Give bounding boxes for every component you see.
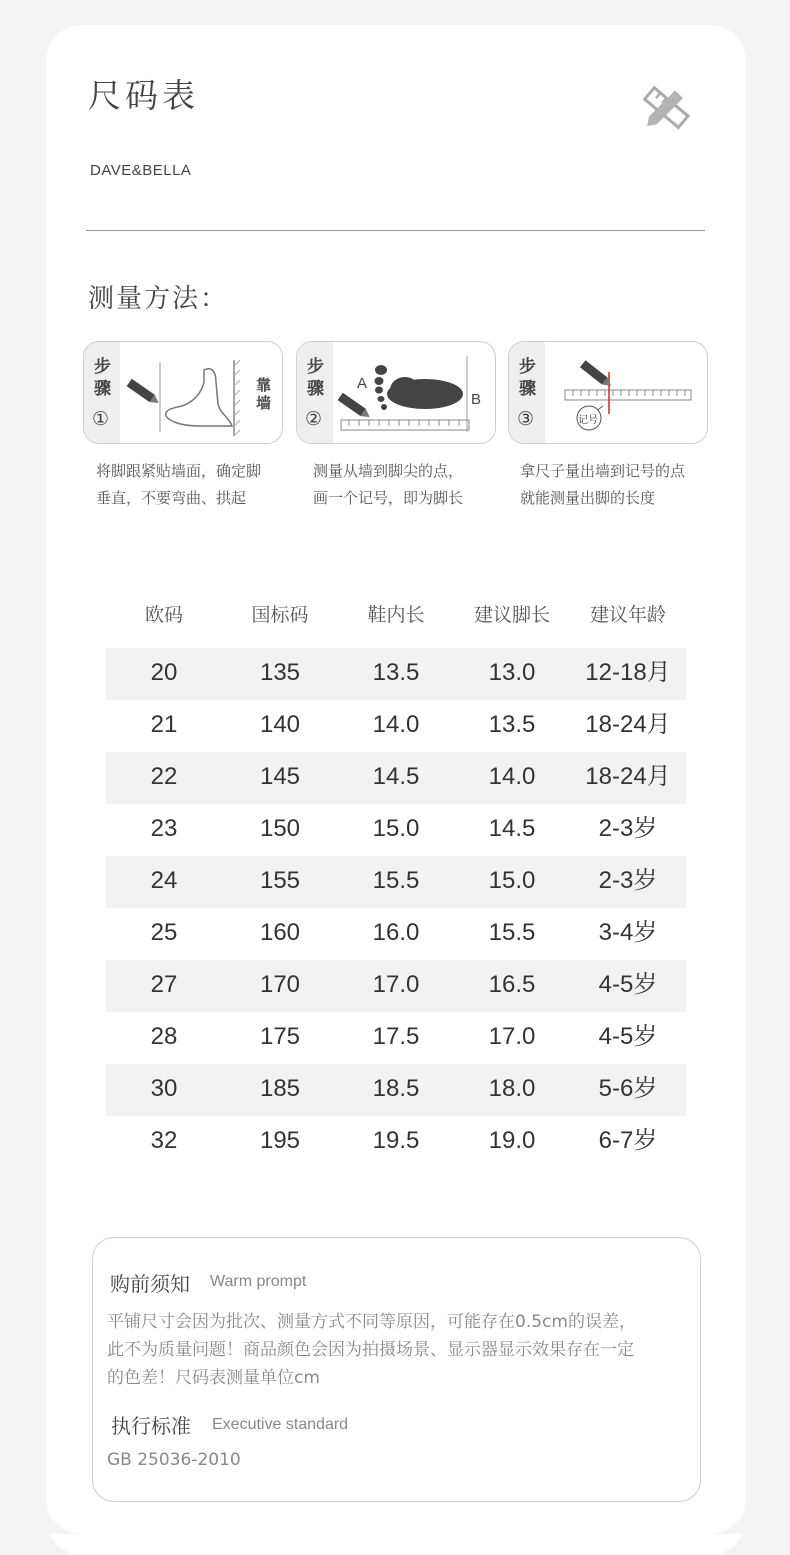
table-cell: 24 bbox=[150, 867, 178, 894]
table-cell: 14.5 bbox=[372, 763, 420, 790]
table-cell: 135 bbox=[259, 659, 301, 686]
table-row bbox=[106, 752, 686, 804]
table-cell: 14.5 bbox=[488, 815, 536, 842]
step-2-desc-line: 画一个记号，即为脚长 bbox=[313, 489, 464, 507]
standard-title: 执行标准 bbox=[111, 1414, 191, 1438]
table-cell: 13.0 bbox=[488, 659, 536, 686]
step-1-side bbox=[84, 342, 120, 443]
table-cell: 195 bbox=[259, 1127, 301, 1154]
table-row bbox=[106, 1116, 686, 1168]
table-cell: 19.5 bbox=[372, 1127, 420, 1154]
notice-box bbox=[92, 1237, 701, 1502]
notice-line: 此不为质量问题！商品颜色会因为拍摄场景、显示器显示效果存在一定 bbox=[107, 1340, 634, 1360]
table-row bbox=[106, 960, 686, 1012]
step-2-description bbox=[313, 458, 463, 512]
table-cell: 175 bbox=[259, 1023, 301, 1050]
table-cell: 25 bbox=[150, 919, 178, 946]
table-cell: 4-5岁 bbox=[598, 971, 658, 998]
col-header-age: 建议年龄 bbox=[589, 604, 666, 626]
table-cell: 17.5 bbox=[372, 1023, 420, 1050]
step-3-number: ③ bbox=[517, 408, 535, 430]
table-cell: 18.5 bbox=[372, 1075, 420, 1102]
table-cell: 3-4岁 bbox=[598, 919, 658, 946]
step-3-side bbox=[509, 342, 545, 443]
step-2-illustration bbox=[333, 342, 495, 443]
table-row bbox=[106, 1012, 686, 1064]
step-1-desc-line: 垂直，不要弯曲、拱起 bbox=[96, 489, 247, 507]
col-header-foot-length: 建议脚长 bbox=[473, 604, 550, 626]
table-cell: 14.0 bbox=[488, 763, 536, 790]
table-cell: 150 bbox=[259, 815, 301, 842]
table-cell: 17.0 bbox=[488, 1023, 536, 1050]
standard-value: GB 25036-2010 bbox=[107, 1450, 241, 1470]
table-cell: 13.5 bbox=[372, 659, 420, 686]
step-2-desc-line: 测量从墙到脚尖的点， bbox=[313, 462, 464, 480]
table-cell: 155 bbox=[259, 867, 301, 894]
notice-title: 购前须知 bbox=[110, 1272, 190, 1296]
step-3-desc-line: 拿尺子量出墙到记号的点 bbox=[520, 462, 686, 480]
table-cell: 2-3岁 bbox=[598, 867, 658, 894]
table-cell: 16.0 bbox=[372, 919, 420, 946]
table-cell: 15.5 bbox=[488, 919, 536, 946]
table-cell: 32 bbox=[150, 1127, 178, 1154]
table-cell: 21 bbox=[150, 711, 178, 738]
col-header-eu-size: 欧码 bbox=[144, 604, 183, 626]
table-row bbox=[106, 1064, 686, 1116]
ruler-pencil-icon bbox=[638, 82, 694, 134]
table-cell: 27 bbox=[150, 971, 178, 998]
table-cell: 5-6岁 bbox=[598, 1075, 658, 1102]
point-a-label: A bbox=[357, 375, 368, 392]
step-2-label: 步骤 bbox=[307, 357, 324, 399]
table-row bbox=[106, 856, 686, 908]
table-cell: 19.0 bbox=[488, 1127, 536, 1154]
step-1-label: 步骤 bbox=[94, 357, 111, 399]
table-cell: 4-5岁 bbox=[598, 1023, 658, 1050]
table-cell: 185 bbox=[259, 1075, 301, 1102]
step-1-number: ① bbox=[92, 408, 110, 430]
table-cell: 15.0 bbox=[488, 867, 536, 894]
table-cell: 160 bbox=[259, 919, 301, 946]
table-row bbox=[106, 700, 686, 752]
method-title: 测量方法： bbox=[88, 284, 229, 314]
step-1-description bbox=[96, 458, 261, 512]
mark-label: 记号 bbox=[578, 415, 598, 426]
table-cell: 18-24月 bbox=[585, 763, 671, 790]
table-cell: 140 bbox=[259, 711, 301, 738]
table-cell: 2-3岁 bbox=[598, 815, 658, 842]
col-header-cn-size: 国标码 bbox=[251, 604, 309, 626]
step-2-card bbox=[296, 341, 496, 444]
brand-name: DAVE&BELLA bbox=[90, 162, 192, 179]
step-1-desc-line: 将脚跟紧贴墙面，确定脚 bbox=[96, 462, 262, 480]
standard-subtitle: Executive standard bbox=[212, 1416, 349, 1433]
notice-line: 平铺尺寸会因为批次、测量方式不同等原因，可能存在0.5cm的误差， bbox=[107, 1312, 636, 1332]
table-cell: 23 bbox=[150, 815, 178, 842]
table-cell: 15.5 bbox=[372, 867, 420, 894]
table-row bbox=[106, 908, 686, 960]
notice-text bbox=[107, 1308, 687, 1392]
table-cell: 170 bbox=[259, 971, 301, 998]
table-cell: 28 bbox=[150, 1023, 178, 1050]
table-cell: 22 bbox=[150, 763, 178, 790]
step-2-side bbox=[297, 342, 333, 443]
point-b-label: B bbox=[471, 391, 482, 408]
table-cell: 18.0 bbox=[488, 1075, 536, 1102]
col-header-inner-length: 鞋内长 bbox=[367, 604, 425, 626]
step-3-illustration bbox=[545, 342, 707, 443]
table-row bbox=[106, 648, 686, 700]
table-cell: 17.0 bbox=[372, 971, 420, 998]
table-cell: 13.5 bbox=[488, 711, 536, 738]
header-divider bbox=[86, 230, 705, 231]
table-cell: 6-7岁 bbox=[598, 1127, 658, 1154]
page-title: 尺码表 bbox=[88, 76, 199, 115]
table-cell: 30 bbox=[150, 1075, 178, 1102]
table-cell: 18-24月 bbox=[585, 711, 671, 738]
table-row bbox=[106, 804, 686, 856]
notice-subtitle: Warm prompt bbox=[210, 1273, 307, 1290]
step-2-number: ② bbox=[305, 408, 323, 430]
table-cell: 16.5 bbox=[488, 971, 536, 998]
step-1-wall-tag: 靠墙 bbox=[256, 376, 272, 412]
table-cell: 12-18月 bbox=[585, 659, 671, 686]
table-cell: 20 bbox=[150, 659, 178, 686]
notice-line: 的色差！尺码表测量单位cm bbox=[107, 1368, 320, 1388]
step-3-description bbox=[520, 458, 685, 512]
table-cell: 14.0 bbox=[372, 711, 420, 738]
table-cell: 15.0 bbox=[372, 815, 420, 842]
step-3-card bbox=[508, 341, 708, 444]
step-3-label: 步骤 bbox=[519, 357, 536, 399]
step-3-desc-line: 就能测量出脚的长度 bbox=[520, 489, 656, 507]
table-cell: 145 bbox=[259, 763, 301, 790]
step-1-card bbox=[83, 341, 283, 444]
